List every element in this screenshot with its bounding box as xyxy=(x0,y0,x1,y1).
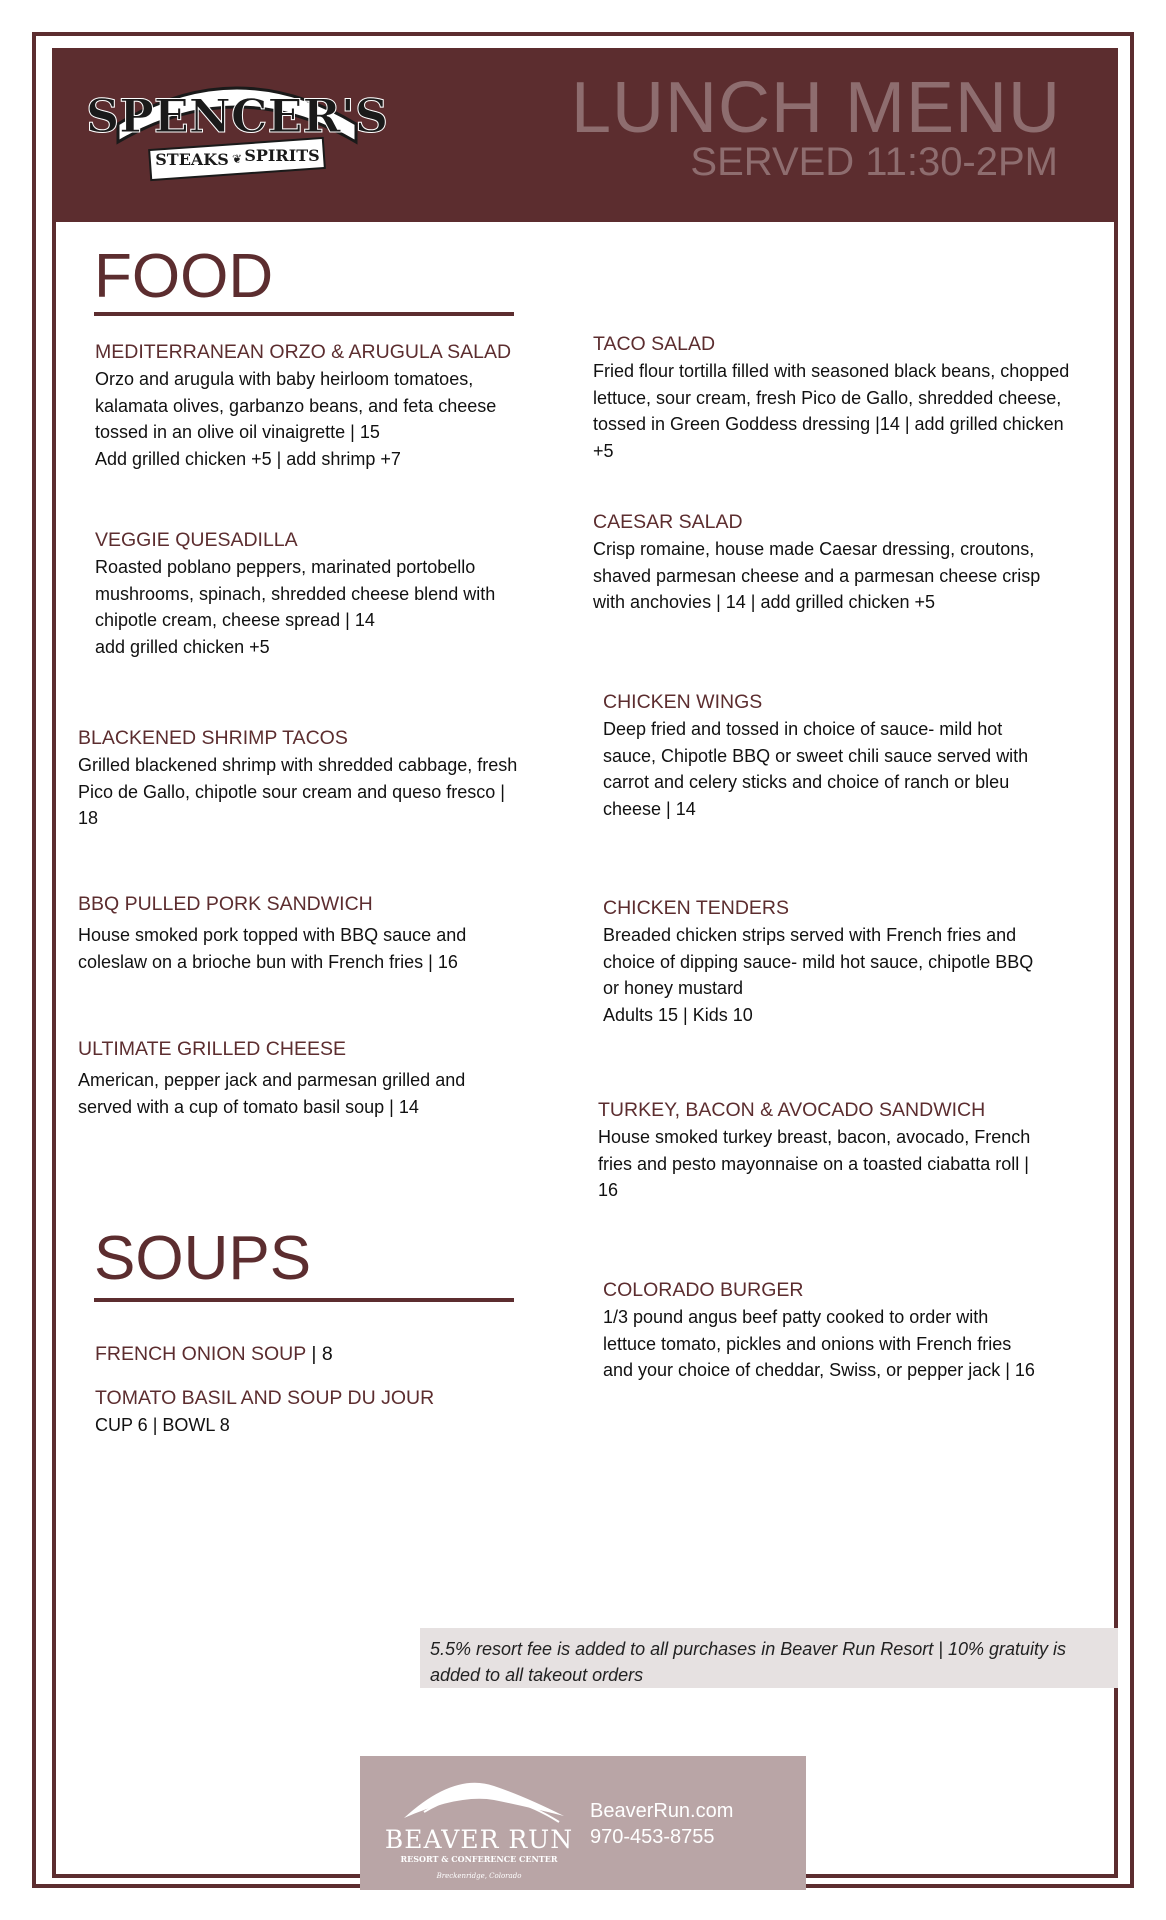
food-title-rule xyxy=(94,312,514,316)
item-name: FRENCH ONION SOUP xyxy=(95,1343,306,1365)
item-description: 1/3 pound angus beef patty cooked to order with lettuce tomato, pickles and onions with French fries and your choice of cheddar, Swiss, or pepper jack | 16 xyxy=(603,1307,1035,1380)
soups-section-title: SOUPS xyxy=(94,1224,312,1293)
website-text: BeaverRun.com xyxy=(590,1800,734,1822)
footer-banner xyxy=(360,1756,806,1890)
item-description: Fried flour tortilla filled with seasoned black beans, chopped lettuce, sour cream, fresh Pico de Gallo, shredded cheese, tossed in Green Goddess dressing |14 | add grilled chicken +5 xyxy=(593,361,1070,461)
food-section-title: FOOD xyxy=(94,242,274,311)
svg-text:❦: ❦ xyxy=(231,152,243,166)
spencers-logo xyxy=(85,62,389,182)
item-price: | 8 xyxy=(305,1343,333,1365)
svg-text:STEAKS: STEAKS xyxy=(155,150,229,169)
item-name: BBQ PULLED PORK SANDWICH xyxy=(78,893,373,915)
item-name: TACO SALAD xyxy=(593,333,716,355)
item-description: Orzo and arugula with baby heirloom tomatoes, kalamata olives, garbanzo beans, and feta cheese tossed in an olive oil vinaigrette | 15 Add grilled chicken +5 | add shrimp +7 xyxy=(95,369,497,469)
item-name: ULTIMATE GRILLED CHEESE xyxy=(78,1038,347,1060)
svg-text:BEAVER RUN: BEAVER RUN xyxy=(384,1825,574,1854)
item-name: MEDITERRANEAN ORZO & ARUGULA SALAD xyxy=(95,341,512,363)
menu-item xyxy=(603,1278,1043,1384)
item-description: House smoked pork topped with BBQ sauce and coleslaw on a brioche bun with French fries | 16 xyxy=(78,925,467,972)
menu-item xyxy=(603,690,1043,822)
phone-text: 970-453-8755 xyxy=(590,1826,715,1848)
menu-hours: SERVED 11:30-2PM xyxy=(690,140,1058,184)
beaver-run-logo xyxy=(374,1766,584,1884)
item-description: American, pepper jack and parmesan grilled and served with a cup of tomato basil soup | 14 xyxy=(78,1070,466,1117)
item-description: CUP 6 | BOWL 8 xyxy=(95,1415,230,1435)
resort-fee-notice xyxy=(420,1628,1118,1688)
item-description: Deep fried and tossed in choice of sauce- mild hot sauce, Chipotle BBQ or sweet chili sauce served with carrot and celery sticks and choice of ranch or bleu cheese | 14 xyxy=(603,719,1029,819)
menu-item xyxy=(95,528,525,660)
soups-title-rule xyxy=(94,1298,514,1302)
item-name: CAESAR SALAD xyxy=(593,511,743,533)
menu-item xyxy=(95,340,525,472)
menu-item xyxy=(598,1098,1038,1204)
item-name: CHICKEN WINGS xyxy=(603,691,763,713)
item-description: House smoked turkey breast, bacon, avocado, French fries and pesto mayonnaise on a toasted ciabatta roll | 16 xyxy=(598,1127,1031,1200)
svg-text:SPENCER'S: SPENCER'S xyxy=(85,89,389,143)
menu-item xyxy=(78,1037,518,1120)
svg-text:SPIRITS: SPIRITS xyxy=(244,146,320,165)
item-description: Grilled blackened shrimp with shredded cabbage, fresh Pico de Gallo, chipotle sour cream and queso fresco | 18 xyxy=(78,755,518,828)
menu-item xyxy=(593,332,1073,464)
notice-text: 5.5% resort fee is added to all purchases in Beaver Run Resort | 10% gratuity is added to all takeout orders xyxy=(430,1639,1067,1685)
menu-item xyxy=(603,896,1043,1028)
item-description: Breaded chicken strips served with French fries and choice of dipping sauce- mild hot sauce, chipotle BBQ or honey mustard Adults 15 | Kids 10 xyxy=(603,925,1034,1025)
svg-text:Breckenridge, Colorado: Breckenridge, Colorado xyxy=(436,1872,522,1880)
item-name: VEGGIE QUESADILLA xyxy=(95,529,298,551)
item-name: COLORADO BURGER xyxy=(603,1279,804,1301)
svg-text:RESORT & CONFERENCE CENTER: RESORT & CONFERENCE CENTER xyxy=(400,1854,558,1864)
item-name: BLACKENED SHRIMP TACOS xyxy=(78,727,348,749)
item-description: Crisp romaine, house made Caesar dressing, croutons, shaved parmesan cheese and a parmesan cheese crisp with anchovies | 14 | add grilled chicken +5 xyxy=(593,539,1041,612)
item-description: Roasted poblano peppers, marinated portobello mushrooms, spinach, shredded cheese blend with chipotle cream, cheese spread | 14 add grilled chicken +5 xyxy=(95,557,496,657)
menu-item xyxy=(593,510,1073,616)
item-name: TURKEY, BACON & AVOCADO SANDWICH xyxy=(598,1099,986,1121)
menu-title: LUNCH MENU xyxy=(570,68,1061,148)
item-name: CHICKEN TENDERS xyxy=(603,897,790,919)
soup-item xyxy=(95,1386,515,1439)
menu-item xyxy=(78,726,518,832)
soup-item xyxy=(95,1342,515,1366)
item-name: TOMATO BASIL AND SOUP DU JOUR xyxy=(95,1387,435,1409)
menu-item xyxy=(78,892,518,975)
